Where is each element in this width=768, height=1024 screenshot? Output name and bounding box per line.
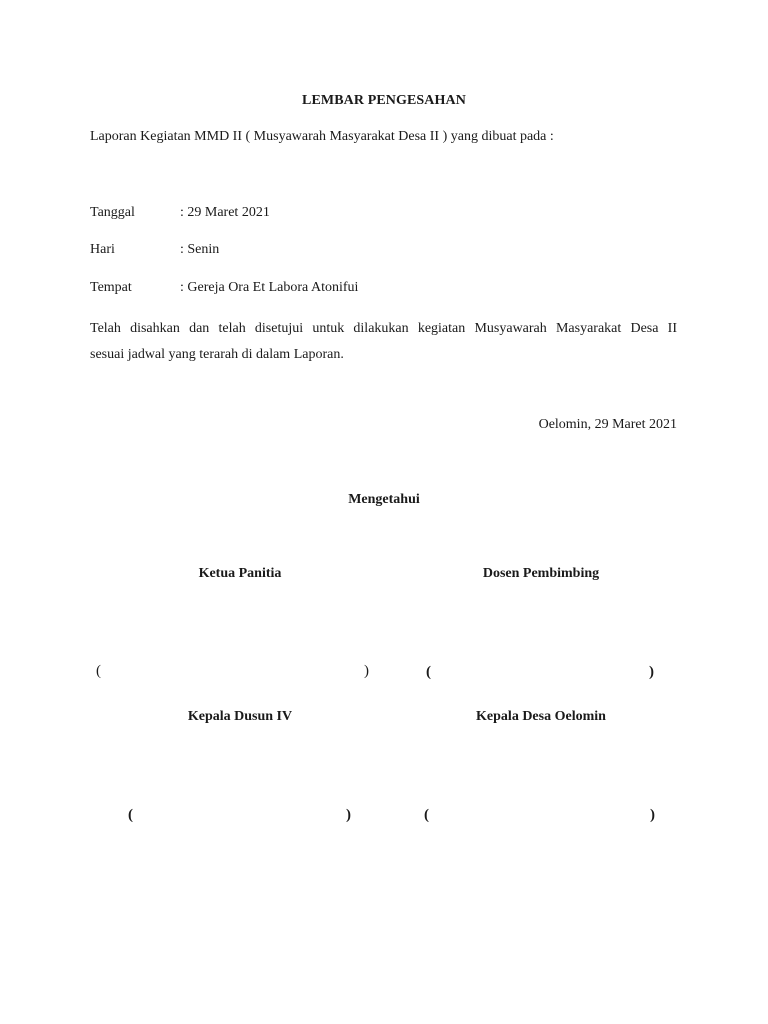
document-title: LEMBAR PENGESAHAN xyxy=(302,93,466,108)
approval-paragraph xyxy=(90,316,677,368)
place-date: Oelomin, 29 Maret 2021 xyxy=(538,417,677,432)
signature-close-paren-dosen: ) xyxy=(649,664,654,680)
signature-close-paren-kadus: ) xyxy=(346,807,351,823)
signature-open-paren-dosen: ( xyxy=(426,664,431,680)
signatory-ketua-panitia: Ketua Panitia xyxy=(198,566,282,581)
signature-open-paren-kades: ( xyxy=(424,807,429,823)
detail-label-tanggal: Tanggal xyxy=(90,205,135,220)
detail-value-hari: : Senin xyxy=(180,242,220,257)
signature-open-paren-ketua: ( xyxy=(96,663,101,679)
detail-label-hari: Hari xyxy=(90,242,115,257)
signature-close-paren-kades: ) xyxy=(650,807,655,823)
signatory-dosen-pembimbing: Dosen Pembimbing xyxy=(482,566,600,581)
approval-paragraph-line1: Telah disahkan dan telah disetujui untuk dilakukan kegiatan Musyawarah Masyarakat Desa II xyxy=(90,321,677,336)
detail-label-tempat: Tempat xyxy=(90,280,132,295)
signatory-kepala-dusun: Kepala Dusun IV xyxy=(187,709,293,724)
detail-value-tempat: : Gereja Ora Et Labora Atonifui xyxy=(180,280,359,295)
signature-open-paren-kadus: ( xyxy=(128,807,133,823)
signatory-kepala-desa: Kepala Desa Oelomin xyxy=(476,709,606,724)
acknowledge-heading: Mengetahui xyxy=(348,492,420,507)
intro-text: Laporan Kegiatan MMD II ( Musyawarah Masyarakat Desa II ) yang dibuat pada : xyxy=(90,129,554,144)
detail-value-tanggal: : 29 Maret 2021 xyxy=(180,205,270,220)
signature-close-paren-ketua: ) xyxy=(364,663,369,679)
approval-paragraph-line2: sesuai jadwal yang terarah di dalam Laporan. xyxy=(90,347,344,362)
